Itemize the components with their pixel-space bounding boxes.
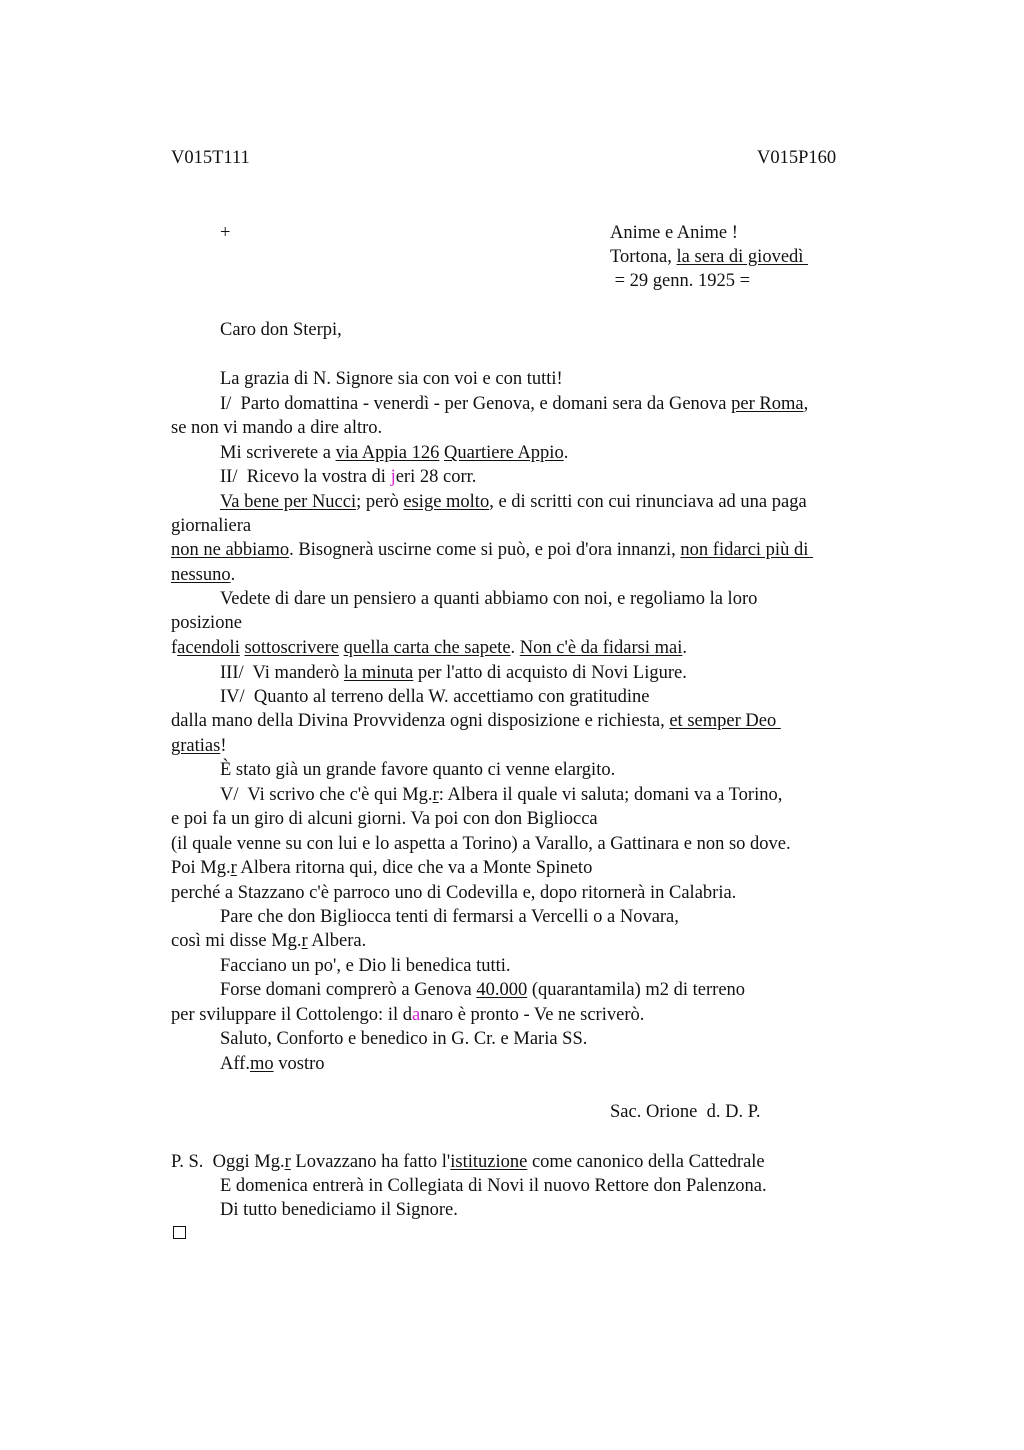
text-run: Poi Mg.	[171, 858, 231, 878]
text-run: Non c'è da fidarsi mai	[519, 638, 683, 658]
body-line	[171, 1004, 644, 1026]
body-line: Facciano un po', e Dio li benedica tutti.	[220, 956, 511, 976]
postscript-label: P. S.	[171, 1152, 213, 1172]
body-line	[171, 710, 781, 732]
text-run: dalla mano della Divina Provvidenza ogni disposizione e richiesta,	[171, 711, 670, 731]
text-run: non ne abbiamo	[171, 540, 290, 560]
body-line	[171, 857, 592, 879]
postscript-line: Di tutto benediciamo il Signore.	[220, 1200, 458, 1220]
place: Tortona,	[610, 247, 677, 267]
text-run: ,	[803, 394, 809, 414]
text-run: Aff.	[220, 1054, 250, 1074]
text-run: per sviluppare il Cottolengo: il d	[171, 1005, 412, 1025]
body-line: posizione	[171, 613, 242, 633]
text-run: sottoscrivere	[244, 638, 339, 658]
text-run: quella carta che sapete	[343, 638, 511, 658]
text-run: r	[301, 931, 308, 951]
postscript-line: E domenica entrerà in Collegiata di Novi il nuovo Rettore don Palenzona.	[220, 1176, 767, 1196]
place-and-time	[610, 246, 808, 268]
text-run: eri 28 corr.	[395, 467, 477, 487]
text-run: naro è pronto - Ve ne scriverò.	[420, 1005, 645, 1025]
body-line: giornaliera	[171, 516, 252, 536]
text-run: !	[220, 736, 227, 756]
text-run: per Roma	[731, 394, 804, 414]
body-line: Saluto, Conforto e benedico in G. Cr. e Maria SS.	[220, 1029, 588, 1049]
address: via Appia 126	[335, 443, 440, 463]
body-line	[171, 637, 687, 659]
body-line	[220, 442, 568, 464]
signature: Sac. Orione d. D. P.	[610, 1102, 761, 1122]
text-run: r	[432, 785, 439, 805]
text-run: gratias	[171, 736, 221, 756]
body-line	[220, 979, 745, 1001]
text-run: esige molto	[403, 492, 490, 512]
text-run: f	[171, 638, 178, 658]
motto: Anime e Anime !	[610, 223, 738, 243]
body-line: È stato già un grande favore quanto ci venne elargito.	[220, 760, 616, 780]
text-run: Quartiere Appio	[444, 443, 564, 463]
body-line	[171, 564, 235, 586]
text-run: et semper Deo	[669, 711, 781, 731]
text-run: Forse domani comprerò a Genova	[220, 980, 477, 1000]
body-line: IV/ Quanto al terreno della W. accettiamo con gratitudine	[220, 687, 650, 707]
text-run: non fidarci più di	[680, 540, 813, 560]
letter-date: = 29 genn. 1925 =	[610, 271, 751, 291]
text-run: , e di scritti con cui rinunciava ad una paga	[489, 492, 807, 512]
text-run: (quarantamila) m2 di terreno	[527, 980, 746, 1000]
text-run: Va bene per Nucci	[220, 492, 357, 512]
body-line: Pare che don Bigliocca tenti di fermarsi a Vercelli o a Novara,	[220, 907, 679, 927]
text-run: istituzione	[450, 1152, 528, 1172]
text-run: Mi scriverete a	[220, 443, 336, 463]
body-line	[220, 466, 476, 488]
body-line: e poi fa un giro di alcuni giorni. Va poi con don Bigliocca	[171, 809, 598, 829]
body-line: perché a Stazzano c'è parroco uno di Codevilla e, dopo ritornerà in Calabria.	[171, 883, 737, 903]
cross-mark: +	[220, 223, 231, 243]
text-run: .	[230, 565, 236, 585]
highlighted-letter: j	[390, 467, 396, 487]
text-run: vostro	[273, 1054, 325, 1074]
body-line: se non vi mando a dire altro.	[171, 418, 383, 438]
greeting-line: La grazia di N. Signore sia con voi e con tutti!	[220, 369, 563, 389]
text-run: Albera.	[307, 931, 367, 951]
text-run: II/ Ricevo la vostra di	[220, 467, 391, 487]
body-line	[171, 735, 226, 757]
text-run: così mi disse Mg.	[171, 931, 302, 951]
salutation: Caro don Sterpi,	[220, 320, 342, 340]
text-run: r	[284, 1152, 291, 1172]
body-line: (il quale venne su con lui e lo aspetta a Torino) a Varallo, a Gattinara e non so dove.	[171, 834, 791, 854]
time: la sera di giovedì	[676, 247, 809, 267]
body-line	[220, 393, 808, 415]
text-run: nessuno	[171, 565, 231, 585]
text-run: . Bisognerà uscirne come si può, e poi d'ora innanzi,	[289, 540, 681, 560]
body-line: Vedete di dare un pensiero a quanti abbiamo con noi, e regoliamo la loro	[220, 589, 758, 609]
text-run: III/ Vi manderò	[220, 663, 344, 683]
text-run: Albera ritorna qui, dice che va a Monte Spineto	[236, 858, 593, 878]
text-run: Oggi Mg.	[212, 1152, 285, 1172]
text-run: la minuta	[343, 663, 414, 683]
text-run: ; però	[356, 492, 404, 512]
text-run: r	[230, 858, 237, 878]
end-box-icon	[173, 1226, 186, 1239]
body-line	[171, 930, 366, 952]
body-line	[220, 784, 782, 806]
body-line	[220, 662, 687, 684]
body-line	[171, 539, 813, 561]
highlighted-letter: a	[411, 1005, 421, 1025]
text-run: : Albera il quale vi saluta; domani va a Torino,	[438, 785, 783, 805]
text-run: I/ Parto domattina - venerdì - per Genova, e domani sera da Genova	[220, 394, 732, 414]
body-line	[220, 491, 807, 513]
text-run: .	[563, 443, 569, 463]
text-run: .	[510, 638, 520, 658]
text-run: 40.000	[476, 980, 528, 1000]
text-run: V/ Vi scrivo che c'è qui Mg.	[220, 785, 433, 805]
text-run: mo	[249, 1054, 274, 1074]
text-run: come canonico della Cattedrale	[527, 1152, 765, 1172]
text-run: acendoli	[177, 638, 240, 658]
text-run: .	[682, 638, 688, 658]
text-run: Lovazzano ha fatto l'	[290, 1152, 451, 1172]
closing	[220, 1053, 325, 1075]
document-code-right: V015P160	[757, 148, 837, 168]
document-code-left: V015T111	[171, 148, 250, 168]
postscript-line	[171, 1151, 765, 1173]
text-run: per l'atto di acquisto di Novi Ligure.	[413, 663, 687, 683]
